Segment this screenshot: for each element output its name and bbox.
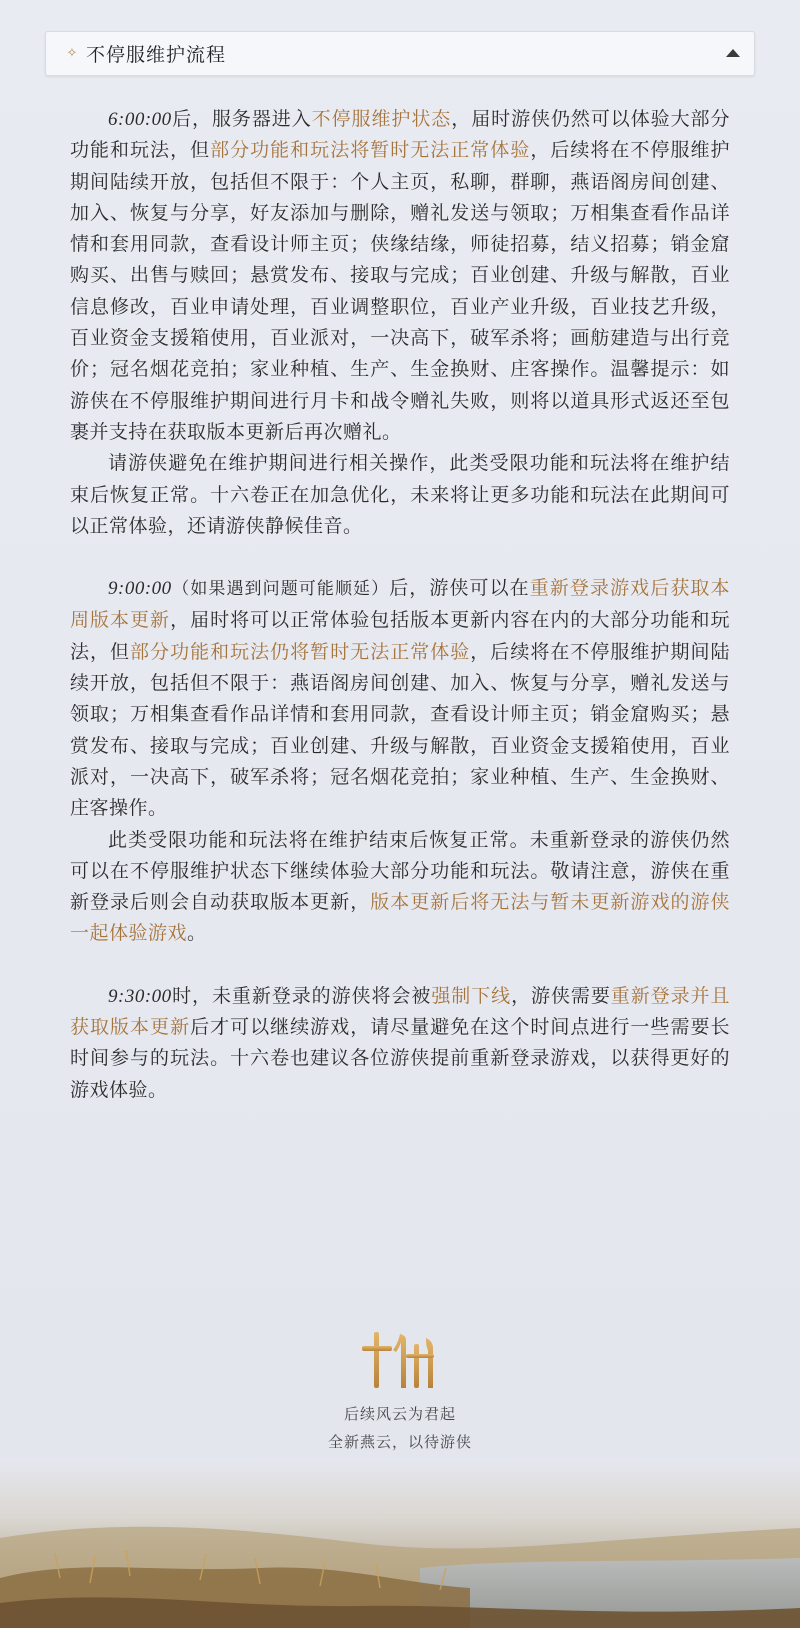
section-header[interactable] xyxy=(45,31,755,76)
time-label: 9:30:00 xyxy=(108,985,172,1007)
chevron-up-icon[interactable] xyxy=(726,49,740,57)
text: 后，服务器进入 xyxy=(171,108,312,130)
footer-line-1: 后续风云为君起 xyxy=(343,1405,456,1423)
paragraph-6am xyxy=(70,104,730,448)
text: 此类受限功能和玩法将在维护结束后恢复正常。未重新登录的游侠仍然可以在不停服维护状态下继续体验大部分功能和玩法。敬请注意，游侠在重新登录后则会自动获取版本更新， xyxy=(70,828,730,914)
highlight-text: 强制下线 xyxy=(431,984,512,1007)
highlight-text: 部分功能和玩法将暂时无法正常体验 xyxy=(210,139,531,162)
landscape-illustration xyxy=(0,1458,800,1628)
footer xyxy=(0,1328,800,1456)
paragraph-9am-note xyxy=(70,825,730,950)
text: ，后续将在不停服维护期间陆续开放，包括但不限于：个人主页，私聊，群聊，燕语阁房间创建、加入、恢复与分享，好友添加与删除，赠礼发送与领取；万相集查看作品详情和套用同款，查看设计师主页；侠缘结缘，师徒招募，结义招募；销金窟购买、出售与赎回；悬赏发布、接取与完成；百业创建、升级与解散，百业信息修改，百业申请处理，百业调整职位，百业产业升级，百业技艺升级，百业资金支援箱使用，百业派对，一决高下，破军杀将；画舫建造与出行竞价；冠名烟花竞拍；家业种植、生产、生金换财、庄客操作。温馨提示：如游侠在不停服维护期间进行月卡和战令赠礼失败，则将以道具形式返还至包裹并支持在获取版本更新后再次赠礼。 xyxy=(70,139,730,443)
time-label: 6:00:00 xyxy=(108,109,172,130)
paragraph-930am xyxy=(70,981,730,1106)
text: ，游侠需要 xyxy=(511,984,611,1007)
text: 。 xyxy=(187,922,207,945)
paragraph-6am-note: 请游侠避免在维护期间进行相关操作，此类受限功能和玩法将在维护结束后恢复正常。十六卷正在加急优化，未来将让更多功能和玩法在此期间可以正常体验，还请游侠静候佳音。 xyxy=(70,452,730,537)
highlight-text: 版本更新后将无法与暂未更新游戏的游侠一起体验游戏 xyxy=(70,891,730,945)
text: ，届时将可以正常体验包括版本更新内容在内的大部分功能和玩法，但 xyxy=(70,609,730,663)
highlight-text: 不停服维护状态 xyxy=(311,108,452,130)
text: ，后续将在不停服维护期间陆续开放，包括但不限于：燕语阁房间创建、加入、恢复与分享，赠礼发送与领取；万相集查看作品详情和套用同款，查看设计师主页；销金窟购买；悬赏发布、接取与完成；百业创建、升级与解散，百业资金支援箱使用，百业派对，一决高下，破军杀将；冠名烟花竞拍；家业种植、生产、生金换财、庄客操作。 xyxy=(70,640,730,820)
game-logo-icon xyxy=(360,1328,440,1390)
highlight-text: 重新登录并且获取版本更新 xyxy=(70,984,730,1039)
highlight-text: 部分功能和玩法仍将暂时无法正常体验 xyxy=(130,640,471,663)
announcement-body xyxy=(70,104,730,1106)
text: ，届时游侠仍然可以体验大部分功能和玩法，但 xyxy=(70,108,730,162)
footer-line-2: 全新燕云，以待游侠 xyxy=(327,1433,472,1451)
diamond-icon: ✧ xyxy=(66,45,78,61)
text: 时，未重新登录的游侠将会被 xyxy=(171,984,432,1007)
highlight-text: 重新登录游戏后获取本周版本更新 xyxy=(70,577,730,632)
section-title: 不停服维护流程 xyxy=(86,44,227,66)
text: 后才可以继续游戏，请尽量避免在这个时间点进行一些需要长时间参与的玩法。十六卷也建议各位游侠提前重新登录游戏，以获得更好的游戏体验。 xyxy=(70,1016,730,1101)
time-label: 9:00:00 xyxy=(108,578,172,600)
paragraph-9am xyxy=(70,573,730,824)
text: 后，游侠可以在 xyxy=(389,577,530,600)
delay-note: （如果遇到问题可能顺延） xyxy=(171,579,390,600)
